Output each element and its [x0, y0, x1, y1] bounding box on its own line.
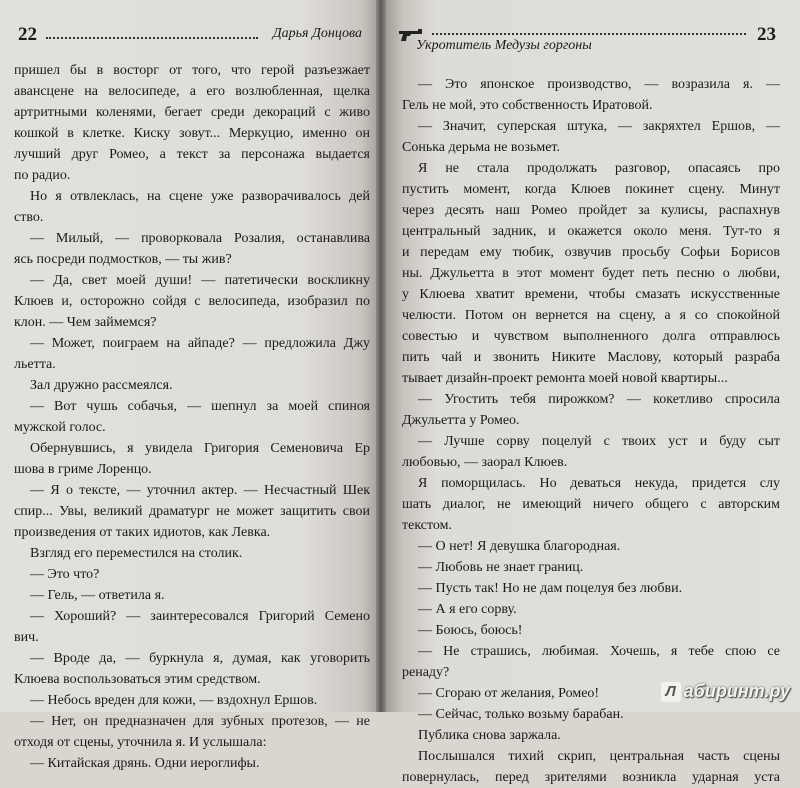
left-page-header [14, 22, 370, 52]
text-line: центральный задник, и окажется около меня. Тут-то я [402, 224, 780, 239]
right-page-header [402, 22, 780, 52]
left-page-body [14, 60, 370, 774]
text-line: пустить момент, когда Клюев покинет сцену. Минут [402, 182, 780, 197]
text-line: повернулась, перед зрителями возникла ударная уста [402, 770, 780, 785]
text-line: по радио. [14, 168, 71, 183]
text-line: льетта. [14, 357, 56, 372]
text-line: — Милый, — проворковала Розалия, останавлива [30, 231, 370, 246]
text-line: Публика снова заржала. [418, 728, 561, 743]
text-line: Но я отвлеклась, на сцене уже разворачивалось дей [30, 189, 370, 204]
text-line: — Угостить тебя пирожком? — кокетливо спросила [418, 392, 780, 407]
text-line: артритными коленями, бегает среди декораций с живо [14, 105, 370, 120]
text-line: Взгляд его переместился на столик. [30, 546, 243, 561]
text-line: авансцене на велосипеде, а его возлюбленная, щелка [14, 84, 370, 99]
running-title-author: Дарья Донцова [272, 26, 362, 41]
book-gutter [376, 0, 386, 712]
text-line: кошкой в клетке. Киску зовут... Меркуцио, именно он [14, 126, 370, 141]
text-line: ны. Джульетта в этот момент будет петь песню о любви, [402, 266, 780, 281]
text-line: — Нет, он предназначен для зубных протезов, — не [30, 714, 370, 729]
text-line: — Да, свет моей души! — патетически воскликну [30, 273, 370, 288]
text-line: — Вроде да, — буркнула я, думая, как уговорить [30, 651, 370, 666]
text-line: Джульетта у Ромео. [402, 413, 520, 428]
text-line: Клюева воспользоваться этим средством. [14, 672, 261, 687]
text-line: шова в гриме Лоренцо. [14, 462, 152, 477]
text-line: совестью и чувством выполненного долга отправлюсь [402, 329, 780, 344]
text-line: любовью, — заорал Клюев. [402, 455, 568, 470]
text-line: — Китайская дрянь. Одни иероглифы. [30, 756, 260, 771]
watermark-logo-icon: Л [661, 682, 681, 702]
text-line: — Не страшись, любимая. Хочешь, я тебе спою се [418, 644, 780, 659]
watermark-text: абиринт.ру [683, 681, 790, 701]
text-line: — Пусть так! Но не дам поцелуя без любви. [418, 581, 683, 596]
text-line: — Значит, суперская штука, — закряхтел Ершов, — [418, 119, 780, 134]
text-line: Клюев и, осторожно сойдя с велосипеда, изобразил по [14, 294, 370, 309]
text-line: — Это что? [30, 567, 100, 582]
text-line: челюсти. Потом он вернется на сцену, а я со спокойной [402, 308, 780, 323]
text-line: ренаду? [402, 665, 450, 680]
text-line: — Хороший? — заинтересовался Григорий Семено [30, 609, 370, 624]
text-line: через десять наш Ромео пройдет за кулисы, распахнув [402, 203, 780, 218]
header-dotted-rule [432, 33, 746, 35]
text-line: пить чай и звонить Никите Маслову, который разраба [402, 350, 780, 365]
text-line: ясь посреди подмостков, — ты жив? [14, 252, 232, 267]
text-line: мужской голос. [14, 420, 106, 435]
text-line: у Клюева хватит времени, чтобы смазать искусственные [402, 287, 780, 302]
text-line: — О нет! Я девушка благородная. [418, 539, 621, 554]
text-line: вич. [14, 630, 39, 645]
labirint-watermark [661, 681, 790, 702]
text-line: — Я о тексте, — уточнил актер. — Несчастный Шек [30, 483, 370, 498]
text-line: и передам ему тюбик, озвучив просьбу Софьи Борисов [402, 245, 780, 260]
text-line: Гель не мой, это собственность Иратовой. [402, 98, 653, 113]
page-number: 22 [18, 24, 37, 45]
text-line: ство. [14, 210, 44, 225]
text-line: шать диалог, не имеющий ничего общего с авторским [402, 497, 780, 512]
text-line: Обернувшись, я увидела Григория Семеновича Ер [30, 441, 370, 456]
text-line: тывает дизайн-проект ремонта моей новой квартиры... [402, 371, 728, 386]
text-line: клон. — Чем займемся? [14, 315, 157, 330]
right-page [386, 0, 800, 785]
text-line: спир... Увы, великий драматург не может защитить свои [14, 504, 370, 519]
page-number: 23 [757, 24, 776, 45]
text-line: отходя от сцены, уточнила я. И услышала: [14, 735, 267, 750]
text-line: — Вот чушь собачья, — шепнул за моей спиноя [30, 399, 370, 414]
running-title-book: Укротитель Медузы горгоны [416, 38, 592, 53]
text-line: лучший друг Ромео, а текст за персонажа выдается [14, 147, 370, 162]
text-line: — Гель, — ответила я. [30, 588, 165, 603]
header-dotted-rule [46, 37, 258, 39]
text-line: — Небось вреден для кожи, — вздохнул Ершов. [30, 693, 318, 708]
text-line: Сонька дерьма не возьмет. [402, 140, 560, 155]
text-line: — Это японское производство, — возразила я. — [418, 77, 780, 92]
text-line: произведения от таких идиотов, как Левка. [14, 525, 271, 540]
text-line: текстом. [402, 518, 453, 533]
text-line: Я не стала продолжать разговор, опасаясь про [418, 161, 780, 176]
text-line: пришел бы в восторг от того, что герой разъезжает [14, 63, 370, 78]
text-line: — А я его сорву. [418, 602, 517, 617]
text-line: — Боюсь, боюсь! [418, 623, 523, 638]
text-line: Послышался тихий скрип, центральная часть сцены [418, 749, 780, 764]
text-line: — Любовь не знает границ. [418, 560, 584, 575]
text-line: Я поморщилась. Но деваться некуда, придется слу [418, 476, 780, 491]
text-line: — Может, поиграем на айпаде? — предложила Джу [30, 336, 370, 351]
text-line: — Сейчас, только возьму барабан. [418, 707, 624, 722]
text-line: Зал дружно рассмеялся. [30, 378, 173, 393]
text-line: — Сгораю от желания, Ромео! [418, 686, 600, 701]
text-line: — Лучше сорву поцелуй с твоих уст и буду сыт [418, 434, 780, 449]
left-page [0, 0, 376, 771]
